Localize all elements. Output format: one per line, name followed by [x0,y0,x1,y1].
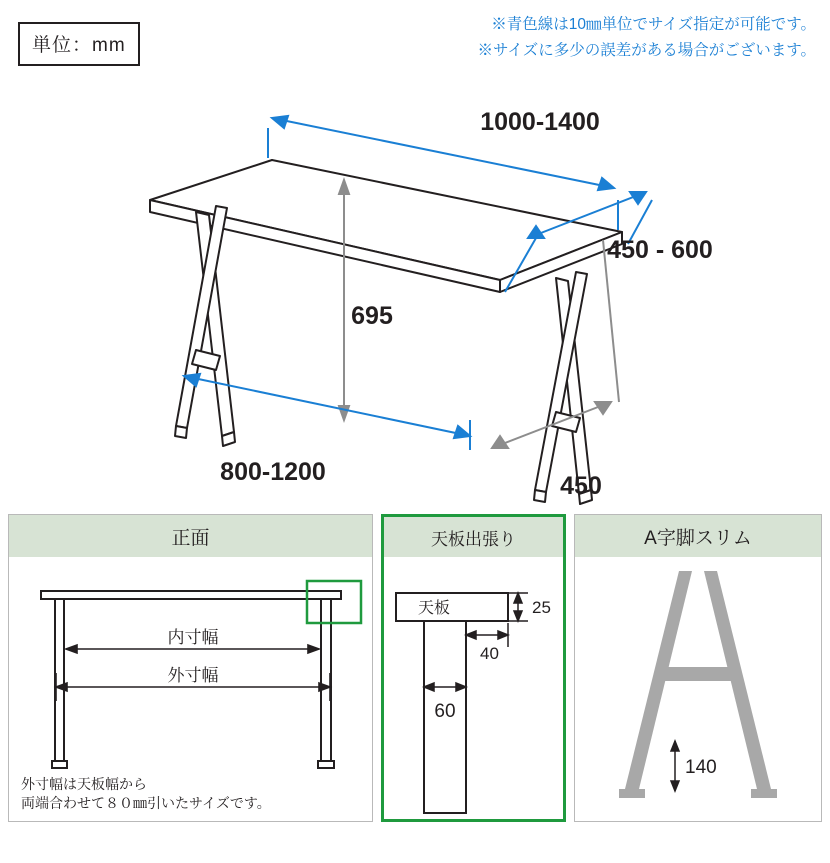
overhang-label: 40 [480,644,499,663]
front-caption [21,775,271,813]
dim-leg-span-depth-label: 450 [560,472,602,500]
front-caption-line1: 外寸幅は天板幅から [21,776,147,792]
overhang-highlight-box [307,581,361,623]
front-caption-line2: 両端合わせて８０㎜引いたサイズです。 [21,794,271,811]
panel-leg-title: A字脚スリム [575,515,821,557]
foot-height-label: 140 [685,757,717,778]
panel-overhang-body [384,557,563,859]
unit-badge: 単位：mm [18,22,140,66]
panel-leg-body [575,557,821,863]
dim-leg-span-width-label: 800-1200 [220,458,326,486]
dim-height-label: 695 [351,302,393,330]
top-board-label: 天板 [418,600,451,617]
dim-top-depth-label: 450 - 600 [607,236,713,264]
thickness-label: 25 [532,598,551,617]
leg-width-label: 60 [434,701,456,722]
note-line-2: ※サイズに多少の誤差がある場合がございます。 [477,42,816,59]
main-desk-drawing [0,60,830,505]
panel-overhang-detail [381,514,566,822]
panel-overhang-title: 天板出張り [384,517,563,557]
note-line-1: ※青色線は10㎜単位でサイズ指定が可能です。 [491,16,816,33]
panel-front-title: 正面 [9,515,372,557]
inner-width-label: 内寸幅 [167,628,219,647]
panel-a-leg [574,514,822,822]
panel-front-view [8,514,373,822]
dim-top-width-label: 1000-1400 [480,108,600,136]
panel-front-body [9,557,372,863]
outer-width-label: 外寸幅 [167,666,219,685]
